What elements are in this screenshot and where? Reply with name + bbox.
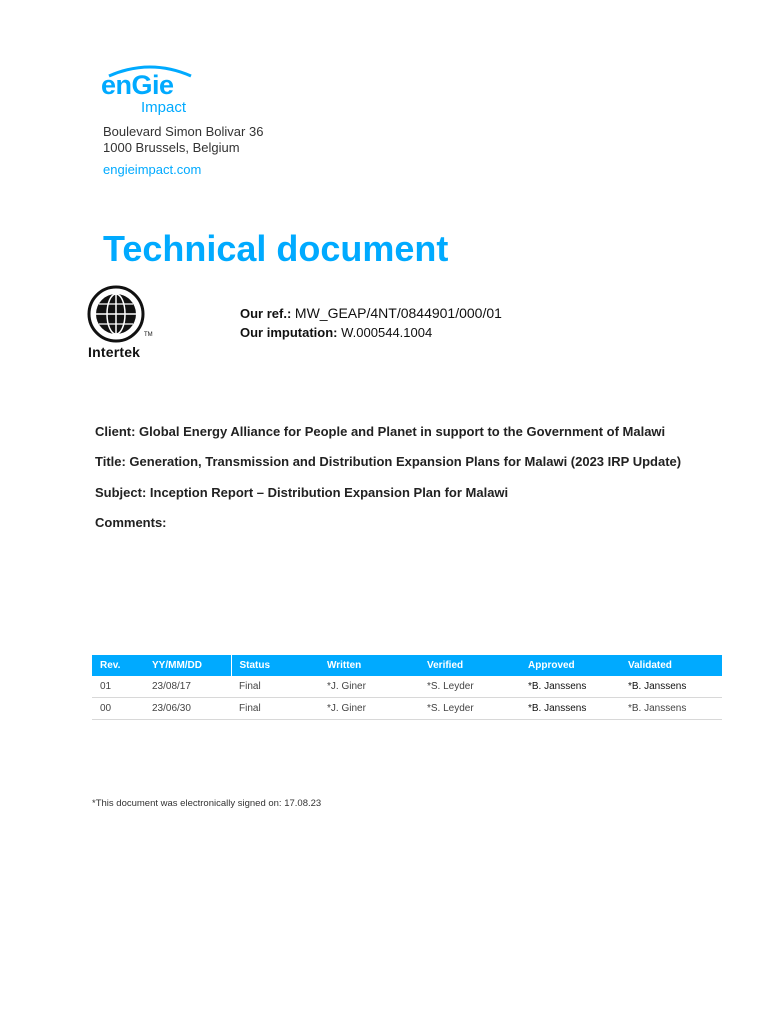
our-imputation-label: Our imputation: bbox=[240, 325, 338, 340]
col-rev: Rev. bbox=[92, 655, 144, 676]
signature-footnote: *This document was electronically signed on: 17.08.23 bbox=[92, 798, 322, 809]
cell-approved: *B. Janssens bbox=[520, 676, 620, 698]
cell-written: *J. Giner bbox=[319, 676, 419, 698]
table-row bbox=[92, 676, 722, 698]
logo-subtitle: Impact bbox=[141, 99, 187, 116]
cell-validated: *B. Janssens bbox=[620, 698, 722, 720]
client-line: Client: Global Energy Alliance for People and Planet in support to the Government of Malawi bbox=[95, 424, 666, 439]
table-row bbox=[92, 698, 722, 720]
subject-line: Subject: Inception Report – Distribution Expansion Plan for Malawi bbox=[95, 485, 509, 500]
cell-status: Final bbox=[231, 676, 319, 698]
cell-rev: 00 bbox=[92, 698, 144, 720]
our-imputation-value: W.000544.1004 bbox=[341, 325, 433, 340]
cell-approved: *B. Janssens bbox=[520, 698, 620, 720]
our-ref-label: Our ref.: bbox=[240, 306, 292, 321]
col-status: Status bbox=[231, 655, 319, 676]
title-line: Title: Generation, Transmission and Distribution Expansion Plans for Malawi (2023 IRP Update) bbox=[95, 454, 682, 469]
cell-verified: *S. Leyder bbox=[419, 698, 520, 720]
col-date: YY/MM/DD bbox=[144, 655, 231, 676]
document-title: Technical document bbox=[103, 228, 449, 269]
address-line-1: Boulevard Simon Bolivar 36 bbox=[103, 124, 264, 139]
our-ref bbox=[240, 305, 502, 321]
cell-verified: *S. Leyder bbox=[419, 676, 520, 698]
col-approved: Approved bbox=[520, 655, 620, 676]
cell-date: 23/08/17 bbox=[144, 676, 231, 698]
cell-date: 23/06/30 bbox=[144, 698, 231, 720]
table-header-row bbox=[92, 655, 722, 676]
address-line-2: 1000 Brussels, Belgium bbox=[103, 140, 240, 155]
col-written: Written bbox=[319, 655, 419, 676]
our-imputation bbox=[240, 325, 432, 340]
revision-table bbox=[92, 655, 722, 720]
intertek-seal bbox=[86, 284, 156, 364]
cell-rev: 01 bbox=[92, 676, 144, 698]
col-validated: Validated bbox=[620, 655, 722, 676]
svg-text:TM: TM bbox=[144, 332, 153, 338]
comments-line: Comments: bbox=[95, 515, 167, 530]
cell-validated: *B. Janssens bbox=[620, 676, 722, 698]
website-link[interactable]: engieimpact.com bbox=[103, 162, 202, 177]
cell-status: Final bbox=[231, 698, 319, 720]
logo-wordmark: enGie bbox=[101, 70, 174, 100]
intertek-certification-seal bbox=[86, 284, 156, 344]
engie-impact-logo bbox=[101, 64, 201, 120]
cell-written: *J. Giner bbox=[319, 698, 419, 720]
seal-brand-name: Intertek bbox=[88, 344, 141, 360]
col-verified: Verified bbox=[419, 655, 520, 676]
our-ref-value: MW_GEAP/4NT/0844901/000/01 bbox=[294, 305, 502, 321]
